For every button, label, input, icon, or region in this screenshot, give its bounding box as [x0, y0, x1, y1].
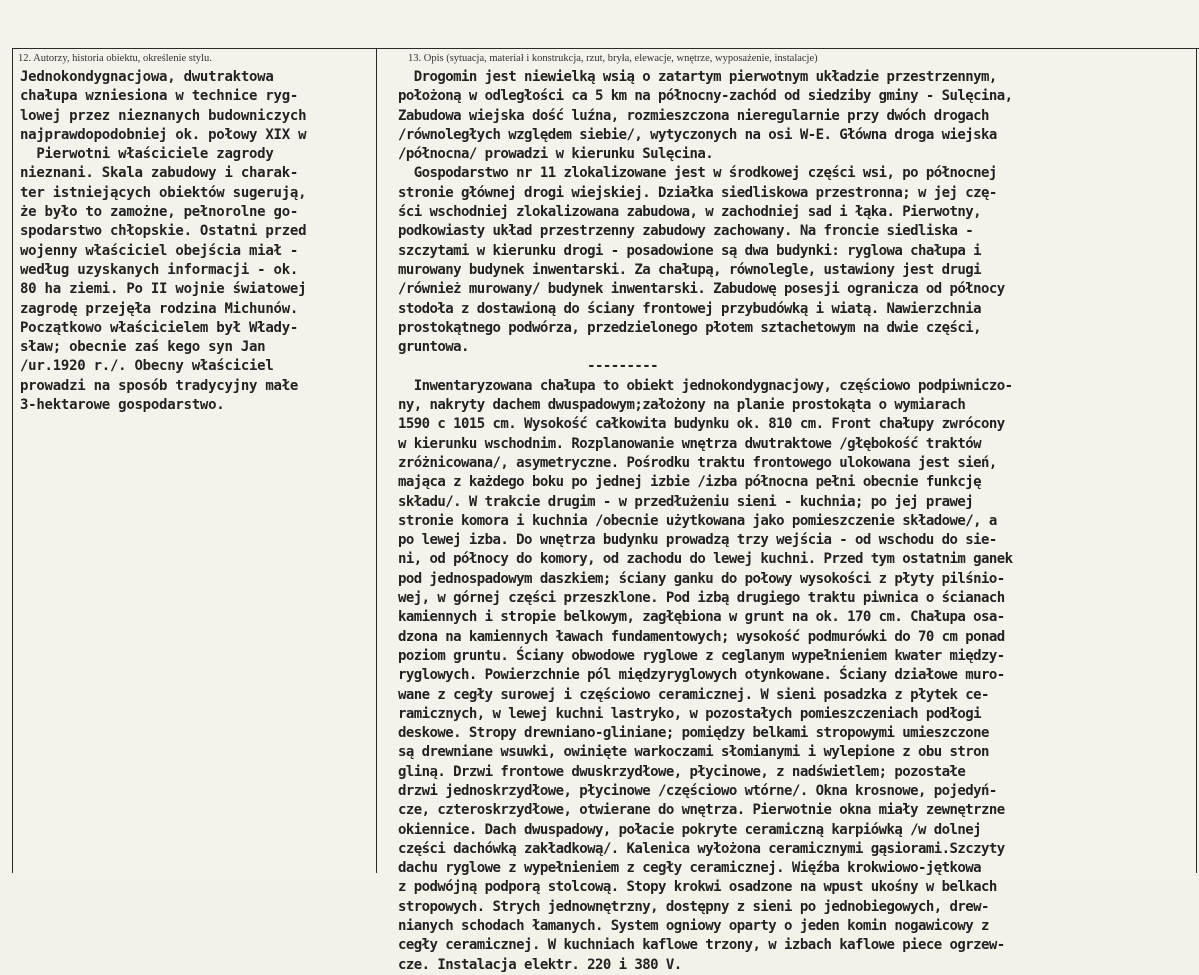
description-text-line: części dachówką zakładkową/. Kalenica wyłożona ceramicznymi gąsiorami.Szczyty	[398, 840, 1005, 857]
description-text-line: stronie komora i kuchnia /obecnie użytkowana jako pomieszczenie składowe/, a	[398, 512, 997, 529]
frame-top-rule	[12, 48, 1199, 49]
description-text-line: pod jednospadowym daszkiem; ściany ganku do połowy wysokości z płyty pilśnio-	[398, 570, 1005, 587]
description-text-line: /północna/ prowadzi w kierunku Sulęcina.	[398, 146, 714, 163]
description-text-line: /również murowany/ budynek inwentarski. Zabudowę posesji ogranicza od północy	[398, 281, 1005, 298]
history-text-line: według uzyskanych informacji - ok.	[20, 261, 299, 278]
description-text-line: gruntowa.	[398, 339, 469, 356]
description-text-line: położoną w odległości ca 5 km na północny-zachód od siedziby gminy - Sulęcina,	[398, 88, 1013, 105]
description-text-line: Gospodarstwo nr 11 zlokalizowane jest w środkowej części wsi, po północnej	[398, 165, 997, 182]
history-text-line: spodarstwo chłopskie. Ostatni przed	[20, 223, 307, 240]
description-text-line: podkowiasty układ przestrzenny zabudowy zachowany. Na froncie siedliska -	[398, 223, 974, 240]
description-text-line: dachu ryglowe z wypełnieniem z cegły ceramicznej. Więźba krokwiowo-jętkowa	[398, 860, 982, 877]
column-divider	[376, 48, 377, 873]
description-text-line: Zabudowa wiejska dość luźna, rozmieszczona nieregularnie przy dwóch drogach	[398, 107, 989, 124]
description-text-line: 1590 c 1015 cm. Wysokość całkowita budynku ok. 810 cm. Front chałupy zwrócony	[398, 416, 1005, 433]
history-text-line: /ur.1920 r./. Obecny właściciel	[20, 358, 274, 375]
description-text-line: stodoła z dostawioną do ściany frontowej przybudówką i wiatą. Nawierzchnia	[398, 300, 982, 317]
description-text-line: w kierunku wschodnim. Rozplanowanie wnętrza dwutraktowe /głębokość traktów	[398, 435, 982, 452]
description-text-line: stronie głównej drogi wiejskiej. Działka siedliskowa przestronna; w jej czę-	[398, 184, 997, 201]
description-text-line: ny, nakryty dachem dwuspadowym;założony na planie prostokąta o wymiarach	[398, 397, 966, 414]
description-text-line: /równoległych względem siebie/, wytyczonych na osi W-E. Główna droga wiejska	[398, 126, 997, 143]
description-text-line: mająca z każdego boku po jednej izbie /izba północna pełni obecnie funkcję	[398, 474, 982, 491]
description-text-line: wane z cegły surowej i częściowo ceramicznej. W sieni posadzka z płytek ce-	[398, 686, 989, 703]
history-text-line: ter istniejących obiektów sugerują,	[20, 184, 307, 201]
section-12-heading: 12. Autorzy, historia obiektu, określenie stylu.	[18, 53, 212, 64]
history-text-column	[20, 68, 374, 415]
description-text-line: z podwójną podporą stolcową. Stopy krokwi osadzone na wpust ukośny w belkach	[398, 879, 997, 896]
history-text-line: Jednokondygnacjowa, dwutraktowa	[20, 69, 274, 85]
description-text-line: szczytami w kierunku drogi - posadowione są dwa budynki: ryglowa chałupa i	[398, 242, 982, 259]
frame-right-rule	[1196, 48, 1197, 873]
description-text-line: kamiennych i stropie belkowym, zagłębiona w grunt na ok. 170 cm. Chałupa osa-	[398, 609, 1005, 626]
description-text-line: deskowe. Stropy drewniano-gliniane; pomiędzy belkami stropowymi umieszczone	[398, 725, 989, 742]
description-text-line: po lewej izba. Do wnętrza budynku prowadzą trzy wejścia - od wschodu do sie-	[398, 532, 997, 549]
description-text-line: cegły ceramicznej. W kuchniach kaflowe trzony, w izbach kaflowe piece ogrzew-	[398, 937, 1005, 954]
description-text-line: stropowych. Strych jednownętrzny, dostępny z sieni po jednobiegowych, drew-	[398, 898, 989, 915]
description-text-line: wej, w górnej części przeszklone. Pod izbą drugiego traktu piwnica o ścianach	[398, 590, 1005, 607]
history-text-line: sław; obecnie zaś kego syn Jan	[20, 339, 266, 356]
description-text-line: gliną. Drzwi frontowe dwuskrzydłowe, płycinowe, z nadświetlem; pozostałe	[398, 763, 966, 780]
history-text-line: prowadzi na sposób tradycyjny małe	[20, 377, 299, 394]
description-text-line: składu/. W trakcie drugim - w przedłużeniu sieni - kuchnia; po jej prawej	[398, 493, 974, 510]
history-text-line: lowej przez nieznanych budowniczych	[20, 107, 307, 124]
section-13-heading: 13. Opis (sytuacja, materiał i konstrukcja, rzut, bryła, elewacje, wnętrze, wyposażenie, instalacje)	[408, 53, 818, 64]
description-text-line: okiennice. Dach dwuspadowy, połacie pokryte ceramiczną karpiówką /w dolnej	[398, 821, 982, 838]
description-text-line: ni, od północy do komory, od zachodu do lewej kuchni. Przed tym ostatnim ganek	[398, 551, 1013, 568]
description-text-line: ści wschodniej zlokalizowana zabudowa, w zachodniej sad i łąka. Pierwotny,	[398, 204, 982, 221]
description-text-line: ryglowych. Powierzchnie pól międzyryglowych otynkowane. Ściany działowe muro-	[398, 667, 1005, 684]
history-text-line: nieznani. Skala zabudowy i charak-	[20, 165, 299, 182]
history-text-line: Początkowo właścicielem był Włady-	[20, 319, 299, 336]
description-text-column	[398, 68, 1196, 975]
frame-left-rule	[12, 48, 13, 873]
description-text-line: zróżnicowana/, asymetryczne. Pośrodku traktu frontowego ulokowana jest sień,	[398, 454, 997, 471]
history-text-line: zagrodę przejęła rodzina Michunów.	[20, 300, 299, 317]
description-text-line: ramicznych, w lewej kuchni lastryko, w pozostałych pomieszczeniach podłogi	[398, 705, 982, 722]
description-text-line: nianych schodach łamanych. System ogniowy oparty o jeden komin nogawicowy z	[398, 918, 989, 935]
history-text-line: Pierwotni właściciele zagrody	[20, 146, 274, 163]
description-text-line: cze. Instalacja elektr. 220 i 380 V.	[398, 956, 682, 973]
description-text-line: Inwentaryzowana chałupa to obiekt jednokondygnacjowy, częściowo podpiwniczo-	[398, 377, 1013, 394]
history-text-line: najprawdopodobniej ok. połowy XIX w	[20, 126, 307, 143]
history-text-line: wojenny właściciel obejścia miał -	[20, 242, 299, 259]
description-text-line: są drewniane wsuwki, owinięte warkoczami słomianymi i wylepione z obu stron	[398, 744, 989, 761]
history-text-line: 3-hektarowe gospodarstwo.	[20, 397, 225, 414]
description-text-line: prostokątnego podwórza, przedzielonego płotem sztachetowym na dwie części,	[398, 319, 982, 336]
history-text-line: 80 ha ziemi. Po II wojnie światowej	[20, 281, 307, 298]
description-text-line: drzwi jednoskrzydłowe, płycinowe /częściowo wtórne/. Okna krosnowe, pojedyń-	[398, 782, 997, 799]
description-text-line: Drogomin jest niewielką wsią o zatartym pierwotnym układzie przestrzennym,	[398, 69, 997, 85]
description-text-line: dzona na kamiennych ławach fundamentowych; wysokość podmurówki do 70 cm ponad	[398, 628, 1005, 645]
history-text-line: chałupa wzniesiona w technice ryg-	[20, 88, 299, 105]
description-text-line: ---------	[398, 358, 658, 375]
description-text-line: cze, czteroskrzydłowe, otwierane do wnętrza. Pierwotnie okna miały zewnętrzne	[398, 802, 1005, 819]
description-text-line: poziom gruntu. Ściany obwodowe ryglowe z ceglanym wypełnieniem kwater między-	[398, 647, 1005, 664]
history-text-line: że było to zamożne, pełnorolne go-	[20, 204, 299, 221]
description-text-line: murowany budynek inwentarski. Za chałupą, równolegle, ustawiony jest drugi	[398, 261, 982, 278]
